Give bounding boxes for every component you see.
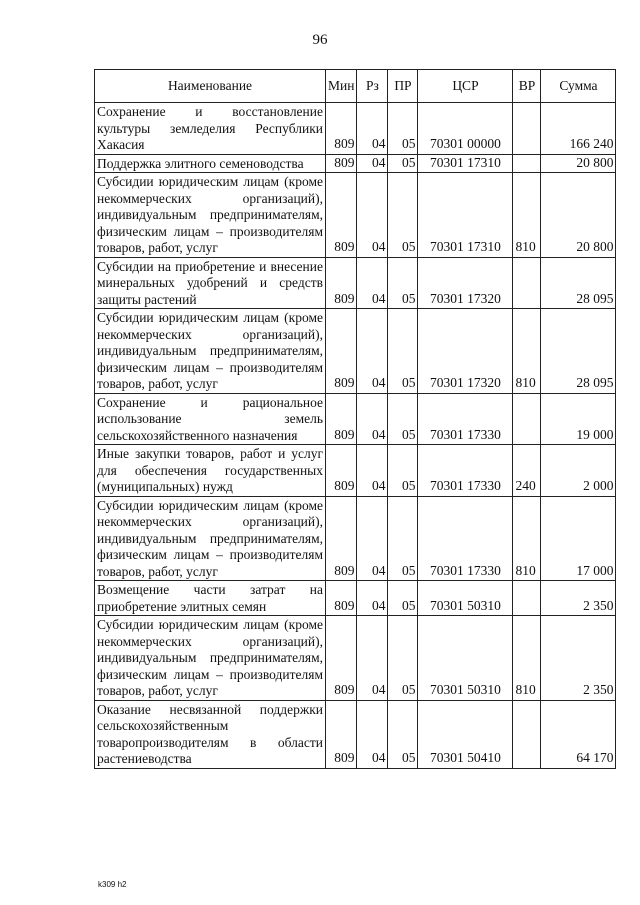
table-row [95,257,616,309]
row-name: Сохранение и рациональное использование земель сельскохозяйственного назначения [95,393,326,445]
column-header-min: Мин [326,70,357,103]
table-row [95,393,616,445]
row-rz: 04 [357,257,388,309]
row-vr [513,581,541,616]
row-csr: 70301 17320 [418,257,513,309]
row-rz: 04 [357,496,388,581]
column-header-name: Наименование [95,70,326,103]
row-pr: 05 [388,154,418,173]
row-vr: 810 [513,496,541,581]
table-row [95,309,616,394]
row-min: 809 [326,700,357,768]
row-rz: 04 [357,700,388,768]
page-number: 96 [312,32,328,48]
row-min: 809 [326,173,357,258]
row-sum: 166 240 [541,103,616,155]
row-name: Иные закупки товаров, работ и услуг для обеспечения государственных (муниципальных) нужд [95,445,326,497]
row-sum: 19 000 [541,393,616,445]
row-csr: 70301 50310 [418,616,513,701]
row-pr: 05 [388,309,418,394]
row-pr: 05 [388,393,418,445]
table-row [95,700,616,768]
row-csr: 70301 50410 [418,700,513,768]
table-row [95,103,616,155]
row-sum: 28 095 [541,309,616,394]
row-sum: 2 000 [541,445,616,497]
row-min: 809 [326,154,357,173]
row-vr [513,103,541,155]
row-pr: 05 [388,103,418,155]
row-csr: 70301 00000 [418,103,513,155]
table-row [95,154,616,173]
table-row [95,173,616,258]
column-header-pr: ПР [388,70,418,103]
row-pr: 05 [388,257,418,309]
row-sum: 64 170 [541,700,616,768]
row-name: Субсидии юридическим лицам (кроме некоммерческих организаций), индивидуальным предпринимателям, физическим лицам – производителям товаров, работ, услуг [95,309,326,394]
row-name: Оказание несвязанной поддержки сельскохозяйственным товаропроизводителям в области растениеводства [95,700,326,768]
row-vr [513,154,541,173]
column-header-vr: ВР [513,70,541,103]
row-vr [513,257,541,309]
footer-code: k309 h2 [98,880,127,889]
row-name: Субсидии юридическим лицам (кроме некоммерческих организаций), индивидуальным предпринимателям, физическим лицам – производителям товаров, работ, услуг [95,496,326,581]
column-header-rz: Рз [357,70,388,103]
row-csr: 70301 17330 [418,496,513,581]
row-rz: 04 [357,309,388,394]
row-min: 809 [326,496,357,581]
row-name: Субсидии юридическим лицам (кроме некоммерческих организаций), индивидуальным предпринимателям, физическим лицам – производителям товаров, работ, услуг [95,173,326,258]
row-csr: 70301 17310 [418,154,513,173]
column-header-csr: ЦСР [418,70,513,103]
row-min: 809 [326,257,357,309]
row-min: 809 [326,445,357,497]
budget-table [94,69,616,769]
row-min: 809 [326,616,357,701]
row-csr: 70301 17310 [418,173,513,258]
row-min: 809 [326,103,357,155]
row-vr: 810 [513,309,541,394]
row-name: Субсидии юридическим лицам (кроме некоммерческих организаций), индивидуальным предпринимателям, физическим лицам – производителям товаров, работ, услуг [95,616,326,701]
row-csr: 70301 17320 [418,309,513,394]
row-vr: 240 [513,445,541,497]
table-row [95,445,616,497]
row-name: Поддержка элитного семеноводства [95,154,326,173]
row-name: Сохранение и восстановление культуры земледелия Республики Хакасия [95,103,326,155]
row-pr: 05 [388,700,418,768]
row-csr: 70301 17330 [418,393,513,445]
table-row [95,496,616,581]
row-sum: 17 000 [541,496,616,581]
table-row [95,581,616,616]
row-rz: 04 [357,393,388,445]
row-vr: 810 [513,616,541,701]
row-pr: 05 [388,445,418,497]
row-sum: 2 350 [541,616,616,701]
row-csr: 70301 17330 [418,445,513,497]
row-vr [513,700,541,768]
row-pr: 05 [388,173,418,258]
row-min: 809 [326,309,357,394]
row-pr: 05 [388,581,418,616]
row-sum: 20 800 [541,154,616,173]
row-vr [513,393,541,445]
column-header-sum: Сумма [541,70,616,103]
row-rz: 04 [357,154,388,173]
row-sum: 28 095 [541,257,616,309]
row-min: 809 [326,393,357,445]
row-csr: 70301 50310 [418,581,513,616]
row-rz: 04 [357,103,388,155]
row-pr: 05 [388,496,418,581]
row-rz: 04 [357,616,388,701]
row-rz: 04 [357,581,388,616]
row-name: Субсидии на приобретение и внесение минеральных удобрений и средств защиты растений [95,257,326,309]
row-rz: 04 [357,173,388,258]
row-sum: 20 800 [541,173,616,258]
row-sum: 2 350 [541,581,616,616]
row-rz: 04 [357,445,388,497]
table-row [95,616,616,701]
row-min: 809 [326,581,357,616]
table-header-row [95,70,616,103]
row-vr: 810 [513,173,541,258]
row-pr: 05 [388,616,418,701]
row-name: Возмещение части затрат на приобретение элитных семян [95,581,326,616]
